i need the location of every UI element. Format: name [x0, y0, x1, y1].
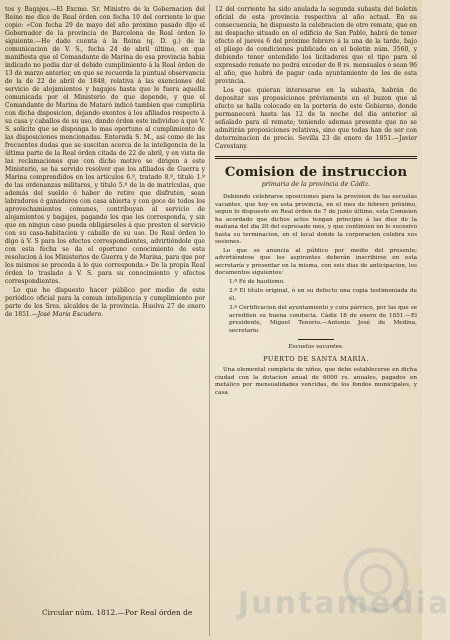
right-paragraph-1: 12 del corriente ha sido anulada la segunda subasta del boletin oficial de esta provincia respectiva al año actual. En su consecuencia, he dispuesto la celebracion de otro remate, que en mi despacho situado en el edificio de San Pablo, habrá de tener efecto el jueves 6 del próximo febrero á la una de la tarde, bajo el pliego de condiciones publicado en el boletin núm. 3560, y debiendo tener entendido los licitadores que el tipo para el expresado remate no podrá exceder de 8 rs. mensuales ó sean 96 al año, que habrá de pagar cada ayuntamiento de los de esta provincia.: [215, 6, 417, 85]
watermark-text: Juntamedia: [238, 586, 450, 621]
right-paragraph-2: Los que quieran interesarse en la subasta, habrán de depositar sus proposiciones préviamente en el buzon que al efecto se halla colocado en la porteria de este Gobierno, donde permanecerá hasta las 12 de la noche del dia anterior al señalado para el remate; teniendo ademas presente que no se admitirán proposiciones relativas, sino que todas han de ser con determinacion de precio. Sevilla 23 de enero de 1851.—Javier Cavestany.: [215, 87, 417, 150]
left-paragraph-1: tos y Bagajes.—El Excmo. Sr. Ministro de la Gobernacion del Reino me dice de Real órden con fecha 10 del corriente lo que copio: «Con fecha 29 de mayo del año próximo pasado dijo el Gobernador de la provincia de Barcelona de Real órden lo siguiente.—He dado cuenta á la Reina (q. D. g.) de la comunicacion de V. S., fecha 24 de abril último, en que manifiesta que el Comandante de Marina de esa provincia habia indicado no podia dar el debido cumplimiento á la Real órden de 13 de marzo anterior, en que se recuerda la puntual observancia de la de 22 de abril de 1848, relativa á las exenciones del servicio de alojamientos y bagajes hasta que le fuera aquella comunicada por el Ministerio de que depende, y que el Comandante de Marina de Mataró indicó tambien que cumpliria con dicha disposicion, dejando exentos á los afiliados respecto á su casa y caballos de su uso, dando órden este individuo á que V. S. solicite que se disponga lo mas oportuno al cumplimiento de las disposiciones mencionadas. Enterada S. M., así como de las frecuentes dudas que se suscitan acerca de la inteligencia de la última parte de la Real órden citada de 22 de abril, y en vista de las reclamaciones que con dicho motivo se dirigen á este Ministerio, se ha servido resolver que los afiliados de Guerra y Marina comprendidos en los artículos 6.º, tratado 8.º, título 1.º de las ordenanzas militares, y título 5.º de la de matrículas, que además del sueldo ó haber de retiro que disfruten, sean labradores ó ganaderos con casa abierta y con goce de todos los aprovechamientos comunes, contribuyan al servicio de alojamientos y bagajes, pagando los que les corresponda, y sin que en ningun caso pueda obligárseles á que presten el servicio con su casa-habitacion y caballo de su uso. De Real órden lo digo á V. S para los efectos correspondientes, advirtiéndole que con esta fecha se da el oportuno conocimiento de esta resolucion á los Ministerios de Guerra y de Marina, para que por los mismos se proceda á lo que corresponda.» De la propia Real órden lo traslado á V. S. para su conocimiento y efectos correspondientes.: [5, 6, 205, 285]
left-paragraph-2: [5, 287, 205, 319]
publication-note: Lo que he dispuesto hacer público por medio de este periódico oficial para la comun inteligencia y cumplimiento por parte de los Sres. alcaldes de la provincia. Huelva 27 de enero de 1851.—: [5, 287, 205, 318]
requirement-item: 3.º Certificacion del ayuntamiento y cura párroco, por las que se acrediten su buena conducta. Cádiz 18 de enero de 1851.—El presidente, Miguel Tenorio.—Antonio José de Medina, secretario.: [229, 305, 417, 334]
requirement-item: 1.º Fé de bautismo.: [229, 278, 285, 285]
port-title: PUERTO DE SANTA MARÍA.: [263, 354, 369, 363]
section-rule-thin: [215, 158, 417, 159]
requirements-list: [215, 279, 417, 336]
circular-line: Circular núm. 1812.—Por Real órden de: [42, 608, 193, 617]
column-divider: [209, 4, 210, 636]
requirement-item: 2.º El título original, ó en su defecto una copia testimoniada de él.: [229, 288, 417, 302]
section-subheading: primaria de la provincia de Cádiz.: [261, 181, 371, 188]
port-paragraph: Una elemental completa de niños, que debe establecerse en dicha ciudad con la dotacion anual de 6000 rs. anuales, pagados en metálico por mensualidades vencidas, de los fondos municipales, y casa: [215, 367, 417, 396]
section-heading: Comision de instruccion: [224, 165, 408, 180]
notice-paragraph-1: Debiendo celebrarse oposiciones para la provision de las escuelas vacantes, que hoy en esta provincia, en el mes de febrero próximo, segun lo dispuesto en Real órden de 7 de junio último, esta Comision ha acordado que dichos actos tengan principio á las diez de la mañana del dia 20 del espresado mes, y que continúen en lo sucesivo hasta su terminacion, en el local donde la corporacion celebra sus sesiones.: [215, 194, 417, 245]
signature-escudero: José María Escudero.: [37, 311, 104, 318]
vacancies-title: Escuelas vacantes.: [288, 344, 344, 350]
left-column: [5, 6, 205, 596]
right-column: [215, 6, 417, 638]
short-divider: [298, 339, 334, 340]
notice-body: [215, 194, 417, 397]
notice-paragraph-2: Lo que se anuncia al público por medio del presente; advirtiéndose que los aspirantes deberán inscribirse en esta secretaría y presentar en la misma, con seis dias de anticipacion, los documentos siguientes:: [215, 247, 417, 276]
section-rule-thick: [215, 156, 417, 157]
